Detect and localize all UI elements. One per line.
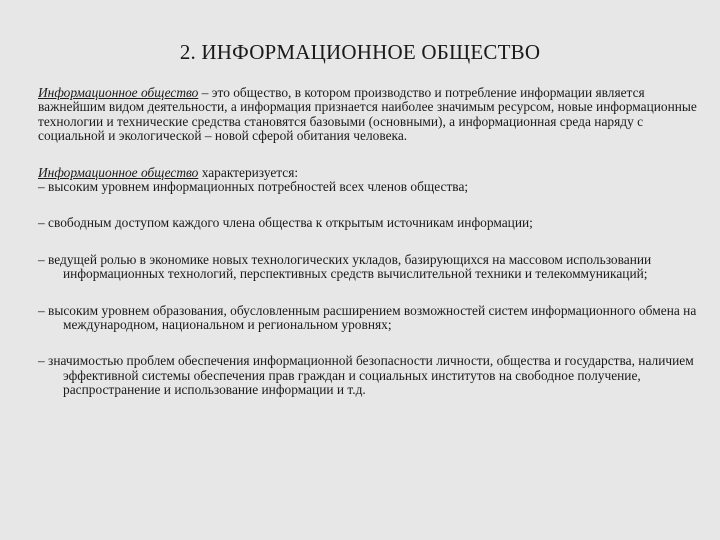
slide-content xyxy=(38,86,698,398)
definition-paragraph xyxy=(38,86,698,144)
characteristic-item-5: – значимостью проблем обеспечения информационной безопасности личности, общества и государства, наличием эффективной системы обеспечения прав граждан и социальных институтов на свободное получение, распространение и использование информации и т.д. xyxy=(38,353,694,398)
characteristics-intro xyxy=(38,166,698,180)
characteristics-term: Информационное общество xyxy=(38,164,199,180)
definition-text: – это общество, в котором производство и потребление информации является важнейшим видом деятельности, а информация признается наиболее значимым ресурсом, новые информационные технологии и технические средства становятся базовыми (основными), а информационная среда наряду с социальной и экологической – новой сферой обитания человека. xyxy=(38,85,697,144)
characteristics-intro-text: характеризуется: xyxy=(198,164,299,180)
characteristic-item-2: – свободным доступом каждого члена общества к открытым источникам информации; xyxy=(38,215,533,231)
definition-term: Информационное общество xyxy=(38,85,199,100)
characteristic-item-1: – высоким уровнем информационных потребностей всех членов общества; xyxy=(38,179,469,195)
characteristic-item-4: – высоким уровнем образования, обусловленным расширением возможностей систем информационного обмена на международном, национальном и региональном уровнях; xyxy=(38,302,697,333)
characteristic-item-3: – ведущей ролью в экономике новых технологических укладов, базирующихся на массовом использовании информационных технологий, перспективных средств вычислительной техники и телекоммуникаций; xyxy=(38,251,652,282)
slide-title: 2. ИНФОРМАЦИОННОЕ ОБЩЕСТВО xyxy=(179,40,541,64)
